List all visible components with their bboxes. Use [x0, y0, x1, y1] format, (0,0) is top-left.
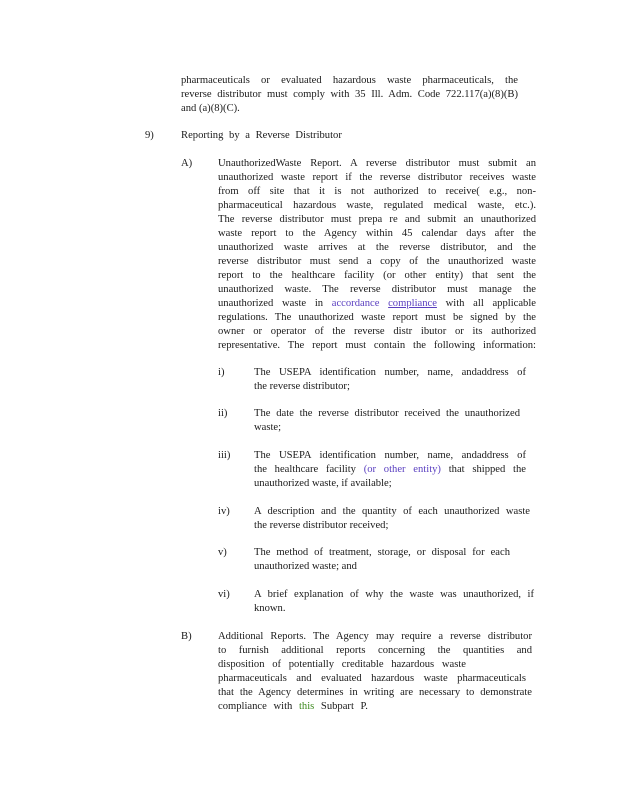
part-a-line: report to the healthcare facility (or other entity) that sent the — [218, 270, 536, 281]
part-a-text: with all applicable — [445, 298, 536, 309]
item-line: the reverse distributor; — [254, 381, 350, 392]
part-a-line: from off site that it is not authorized to receive( e.g., non- — [218, 186, 536, 197]
item-v-number: v) — [218, 547, 227, 558]
part-a-line: unauthorized waste report if the reverse distributor receives waste — [218, 172, 536, 183]
part-b-paragraph — [218, 630, 532, 714]
item-line: The USEPA identification number, name, andaddress of — [254, 450, 526, 461]
inserted-text: accordance — [331, 298, 380, 309]
part-a-line: unauthorized waste arrives at the reverse distributor, and the — [218, 242, 536, 253]
item-iii-text — [254, 449, 526, 491]
intro-line-1: pharmaceuticals or evaluated hazardous waste pharmaceuticals, the — [181, 75, 518, 86]
part-b-line: disposition of potentially creditable hazardous waste — [218, 659, 466, 670]
item-iv-number: iv) — [218, 506, 230, 517]
item-iv-text — [254, 505, 530, 533]
part-a-line: regulations. The unauthorized waste report must be signed by the — [218, 312, 536, 323]
section-9-number: 9) — [145, 130, 154, 141]
part-b-text: compliance with — [218, 701, 299, 712]
item-text: that shipped the — [448, 464, 526, 475]
item-line: unauthorized waste, if available; — [254, 478, 392, 489]
item-line: The method of treatment, storage, or disposal for each — [254, 547, 510, 558]
item-line: A brief explanation of why the waste was unauthorized, if — [254, 589, 534, 600]
part-a-line: pharmaceutical hazardous waste, regulated medical waste, etc.). — [218, 200, 536, 211]
part-b-line-amended — [218, 700, 532, 714]
part-a-line: waste report to the Agency within 45 calendar days after the — [218, 228, 536, 239]
intro-line-3: and (a)(8)(C). — [181, 103, 240, 114]
part-a-line-amended — [218, 297, 536, 311]
part-a-line: The reverse distributor must prepa re and submit an unauthorized — [218, 214, 536, 225]
item-i-text — [254, 366, 526, 394]
part-a-line: representative. The report must contain the following information: — [218, 340, 536, 351]
item-line: The USEPA identification number, name, andaddress of — [254, 367, 526, 378]
item-vi-text — [254, 588, 534, 616]
item-ii-text — [254, 407, 520, 435]
item-line: The date the reverse distributor received the unauthorized — [254, 408, 520, 419]
inserted-text: (or other entity) — [363, 464, 441, 475]
part-a-paragraph — [218, 157, 536, 353]
item-line: A description and the quantity of each unauthorized waste — [254, 506, 530, 517]
part-b-label: B) — [181, 631, 192, 642]
section-9-title: Reporting by a Reverse Distributor — [181, 130, 342, 141]
intro-line-2: reverse distributor must comply with 35 Ill. Adm. Code 722.117(a)(8)(B) — [181, 89, 518, 100]
part-a-label: A) — [181, 158, 193, 169]
inserted-text: this — [298, 701, 315, 712]
item-line: unauthorized waste; and — [254, 561, 357, 572]
item-line: known. — [254, 603, 286, 614]
part-b-line: pharmaceuticals and evaluated hazardous waste pharmaceuticals — [218, 673, 526, 684]
part-b-line: Additional Reports. The Agency may require a reverse distributor — [218, 631, 532, 642]
part-b-line: to furnish additional reports concerning the quantities and — [218, 645, 532, 656]
part-a-line: owner or operator of the reverse distr ibutor or its authorized — [218, 326, 536, 337]
item-ii-number: ii) — [218, 408, 228, 419]
item-line-amended — [254, 463, 526, 477]
item-iii-number: iii) — [218, 450, 231, 461]
part-b-text: Subpart P. — [314, 701, 368, 712]
part-b-line: that the Agency determines in writing are necessary to demonstrate — [218, 687, 532, 698]
part-a-text: unauthorized waste in — [218, 298, 332, 309]
item-line: waste; — [254, 422, 282, 433]
item-text: the healthcare facility — [254, 464, 364, 475]
item-v-text — [254, 546, 510, 574]
item-i-number: i) — [218, 367, 225, 378]
item-vi-number: vi) — [218, 589, 230, 600]
part-a-line: UnauthorizedWaste Report. A reverse distributor must submit an — [218, 158, 536, 169]
part-a-line: unauthorized waste. The reverse distributor must manage the — [218, 284, 536, 295]
part-a-line: reverse distributor must send a copy of the unauthorized waste — [218, 256, 536, 267]
intro-paragraph — [181, 74, 518, 116]
item-line: the reverse distributor received; — [254, 520, 389, 531]
inserted-text-underlined: compliance — [388, 298, 437, 309]
